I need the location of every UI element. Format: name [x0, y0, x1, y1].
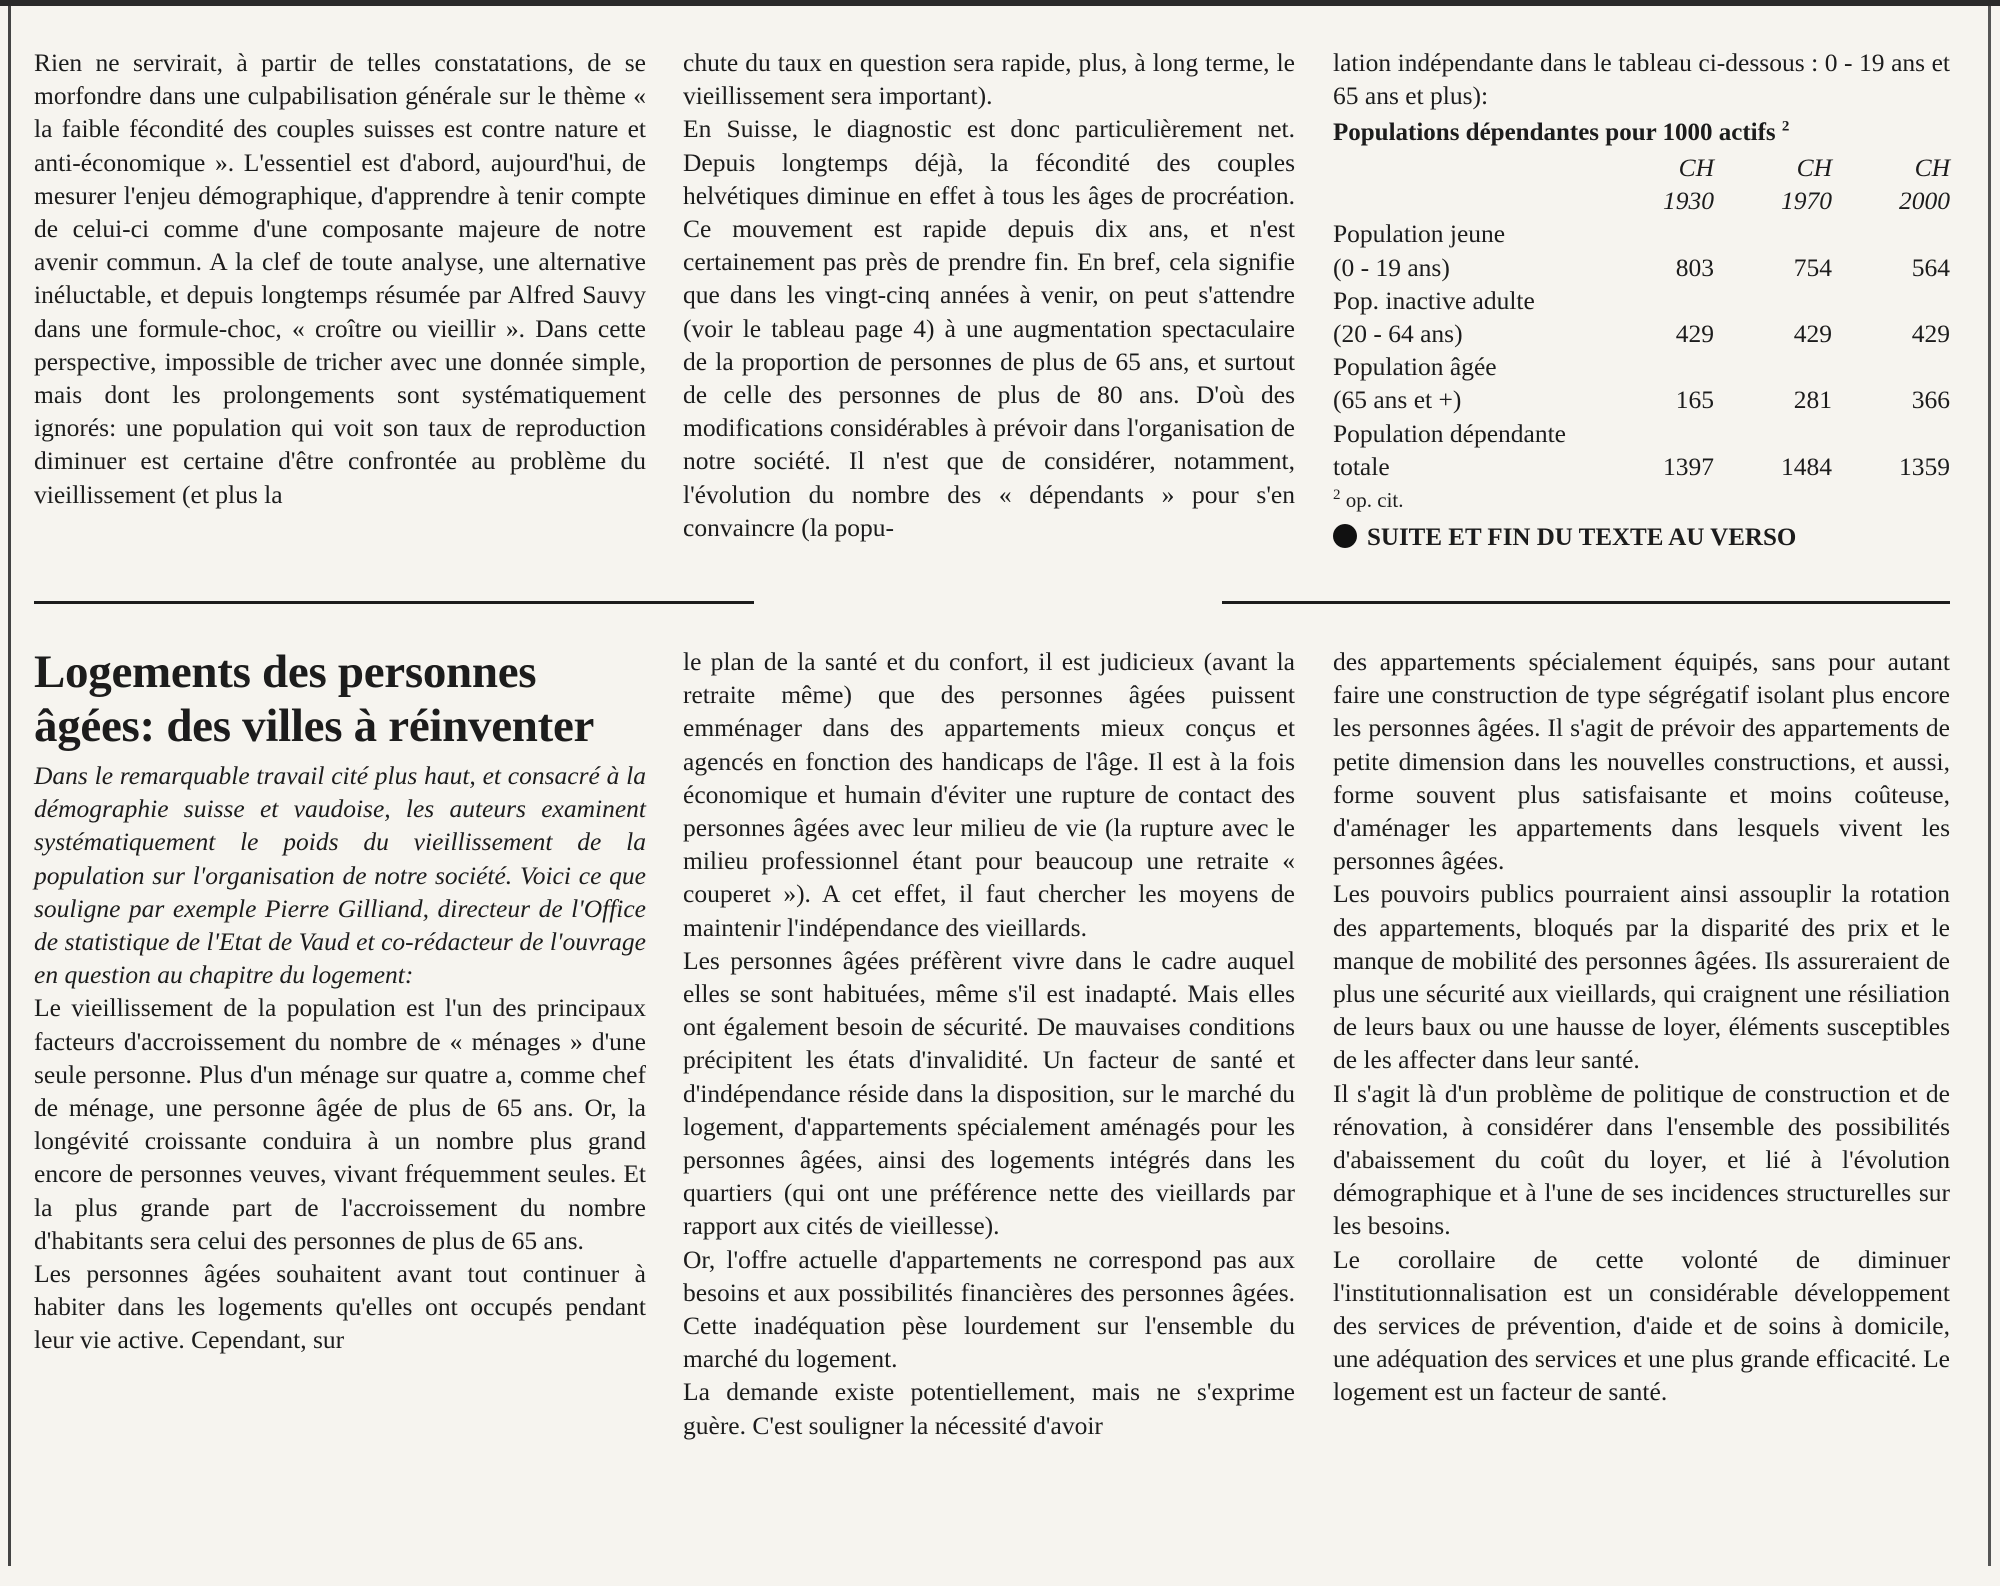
bottom-col1-paragraph-2: Les personnes âgées souhaitent avant tout continuer à habiter dans les logements qu'elles ont occupés pendant leur vie active. Cependant, sur	[34, 1259, 646, 1355]
footnote-text: op. cit.	[1345, 488, 1404, 513]
top-col2-paragraph-1: chute du taux en question sera rapide, plus, à long terme, le vieillissement sera important).	[683, 48, 1295, 111]
header-1930: CH 1930	[1663, 153, 1714, 216]
top-column-2	[683, 46, 1295, 591]
table-cell: 429	[1675, 319, 1714, 349]
table-cell: 281	[1793, 385, 1832, 415]
row-label-sub: (0 - 19 ans)	[1333, 252, 1450, 282]
header-1970: CH 1970	[1781, 153, 1832, 216]
header-2000: CH 2000	[1899, 153, 1950, 216]
row-label: Population jeune	[1333, 219, 1506, 249]
continued-notice	[1333, 521, 1950, 554]
table-row	[1333, 350, 1950, 383]
table-row	[1333, 317, 1950, 350]
table-cell: 1359	[1899, 451, 1950, 481]
table-cell: 754	[1793, 252, 1832, 282]
footnote-mark: 2	[1333, 487, 1341, 504]
table-title-text: Populations dépendantes pour 1000 actifs	[1333, 119, 1776, 147]
table-cell: 1484	[1781, 451, 1832, 481]
table-row	[1333, 450, 1950, 483]
top-col2-paragraph-2: En Suisse, le diagnostic est donc particulièrement net. Depuis longtemps déjà, la fécondité des couples helvétiques diminue en effet à tous les âges de procréation. Ce mouvement est rapide depuis dix ans, et n'est certainement pas près de prendre fin. En bref, cela signifie que dans les vingt-cinq années à venir, on peut s'attendre (voir le tableau page 4) à une augmentation spectaculaire de la proportion de personnes de plus de 65 ans, et surtout de celle des personnes de plus de 80 ans. D'où des modifications considérables à prévoir dans l'organisation de notre société. Il n'est que de considérer, notamment, l'évolution du nombre des « dépendants » pour s'en convaincre (la popu-	[683, 114, 1295, 542]
row-label-sub: (65 ans et +)	[1333, 385, 1462, 415]
bottom-col3-paragraph-1: des appartements spécialement équipés, sans pour autant faire une construction de type ségrégatif isolant plus encore les personnes âgées. Il s'agit de prévoir des appartements de petite dimension dans les nouvelles constructions, et aussi, forme souvent plus satisfaisante et moins coûteuse, d'aménager les appartements dans lesquels vivent les personnes âgées.	[1333, 647, 1950, 876]
bottom-column-1	[34, 645, 646, 1357]
table-footnote	[1333, 485, 1950, 515]
continued-notice-text: SUITE ET FIN DU TEXTE AU VERSO	[1367, 524, 1797, 552]
bottom-col3-paragraph-2: Les pouvoirs publics pourraient ainsi assouplir la rotation des appartements, bloqués par la disparité des prix et le manque de mobilité des personnes âgées. Ils assureraient de plus une sécurité aux vieillards, qui craignent une résiliation de leurs baux ou une hausse de loyer, éléments susceptibles de les affecter dans leur santé.	[1333, 879, 1950, 1075]
table-cell: 429	[1911, 319, 1950, 349]
top-col1-paragraph: Rien ne servirait, à partir de telles constatations, de se morfondre dans une culpabilisation générale sur le thème « la faible fécondité des couples suisses est contre nature et anti-économique ». L'essentiel est d'abord, aujourd'hui, de mesurer l'enjeu démographique, d'apprendre à tenir compte de celui-ci comme d'une composante majeure de notre avenir commun. A la clef de toute analyse, une alternative inéluctable, et depuis longtemps résumée par Alfred Sauvy dans une formule-choc, « croître ou vieillir ». Dans cette perspective, impossible de tricher avec une donnée simple, mais dont les prolongements sont systématiquement ignorés: une population qui voit son taux de reproduction diminuer est certaine d'être confrontée au problème du vieillissement (et plus la	[34, 48, 646, 509]
bottom-col2-paragraph-4: La demande existe potentiellement, mais ne s'exprime guère. C'est souligner la nécessité d'avoir	[683, 1377, 1295, 1440]
bottom-col3-paragraph-3: Il s'agit là d'un problème de politique de construction et de rénovation, à considérer dans l'ensemble des possibilités d'abaissement du coût du loyer, et lié à l'évolution démographique et à l'une de ses incidences structurelles sur les besoins.	[1333, 1078, 1950, 1241]
top-column-3	[1333, 46, 1950, 591]
page-top-border	[0, 0, 2000, 6]
row-label-sub: (20 - 64 ans)	[1333, 319, 1463, 349]
table-cell: 165	[1675, 385, 1714, 415]
bottom-column-3	[1333, 645, 1950, 1409]
table-title-footnote-mark: 2	[1781, 119, 1790, 136]
table-header-row	[1333, 151, 1950, 217]
bottom-col2-paragraph-1: le plan de la santé et du confort, il est judicieux (avant la retraite même) que des personnes âgées puissent emménager dans des appartements mieux conçus et agencés en fonction des handicaps de l'âge. Il est à la fois économique et humain d'éviter une rupture de contact des personnes âgées avec leur milieu de vie (la rupture avec le milieu professionnel étant pour beaucoup une retraite « couperet »). A cet effet, il faut chercher les moyens de maintenir l'indépendance des vieillards.	[683, 647, 1295, 942]
row-label: Population âgée	[1333, 352, 1497, 382]
table-row	[1333, 217, 1950, 250]
bullet-icon	[1333, 524, 1357, 548]
article-headline: Logements des personnes âgées: des villes à réinventer	[34, 646, 595, 752]
table-row	[1333, 284, 1950, 317]
row-label-sub: totale	[1333, 451, 1390, 481]
section-divider-right	[1222, 601, 1950, 604]
bottom-col1-paragraph-1: Le vieillissement de la population est l'un des principaux facteurs d'accroissement du nombre de « ménages » d'une seule personne. Plus d'un ménage sur quatre a, comme chef de ménage, une personne âgée de plus de 65 ans. Or, la longévité croissante conduira à un nombre plus grand encore de personnes veuves, vivant fréquemment seules. Et la plus grande part de l'accroissement du nombre d'habitants sera celui des personnes de plus de 65 ans.	[34, 993, 646, 1255]
table-cell: 803	[1675, 252, 1714, 282]
section-divider-left	[34, 601, 754, 604]
table-title	[1333, 116, 1950, 149]
page-left-border	[8, 6, 11, 1566]
dependent-population-table	[1333, 151, 1950, 483]
table-cell: 1397	[1663, 451, 1714, 481]
bottom-col2-paragraph-3: Or, l'offre actuelle d'appartements ne correspond pas aux besoins et aux possibilités financières des personnes âgées. Cette inadéquation pèse lourdement sur l'ensemble du marché du logement.	[683, 1244, 1295, 1374]
table-row	[1333, 251, 1950, 284]
row-label: Pop. inactive adulte	[1333, 285, 1535, 315]
table-row	[1333, 383, 1950, 416]
bottom-col3-paragraph-4: Le corollaire de cette volonté de diminuer l'institutionnalisation est un considérable développement des services de prévention, d'aide et de soins à domicile, une adéquation des services et une plus grande efficacité. Le logement est un facteur de santé.	[1333, 1244, 1950, 1407]
row-label: Population dépendante	[1333, 418, 1566, 448]
table-cell: 366	[1911, 385, 1950, 415]
table-row	[1333, 417, 1950, 450]
article-intro: Dans le remarquable travail cité plus haut, et consacré à la démographie suisse et vaudoise, les auteurs examinent systématiquement le poids du vieillissement de la population sur l'organisation de notre société. Voici ce que souligne par exemple Pierre Gilliand, directeur de l'Office de statistique de l'Etat de Vaud et co-rédacteur de l'ouvrage en question au chapitre du logement:	[34, 761, 646, 990]
table-cell: 429	[1793, 319, 1832, 349]
top-col3-intro: lation indépendante dans le tableau ci-dessous : 0 - 19 ans et 65 ans et plus):	[1333, 48, 1950, 111]
bottom-col2-paragraph-2: Les personnes âgées préfèrent vivre dans le cadre auquel elles se sont habituées, même s'il est inadapté. Mais elles ont également besoin de sécurité. De mauvaises conditions précipitent les états d'invalidité. Un facteur de santé et d'indépendance réside dans la disposition, sur le marché du logement, d'appartements spécialement aménagés pour les personnes âgées, ainsi des logements intégrés dans les quartiers (qui ont une préférence nette des vieillards par rapport aux cités de vieillesse).	[683, 945, 1295, 1241]
top-column-1	[34, 46, 646, 591]
bottom-column-2	[683, 645, 1295, 1442]
table-cell: 564	[1911, 252, 1950, 282]
page-right-border	[1988, 6, 1991, 1566]
